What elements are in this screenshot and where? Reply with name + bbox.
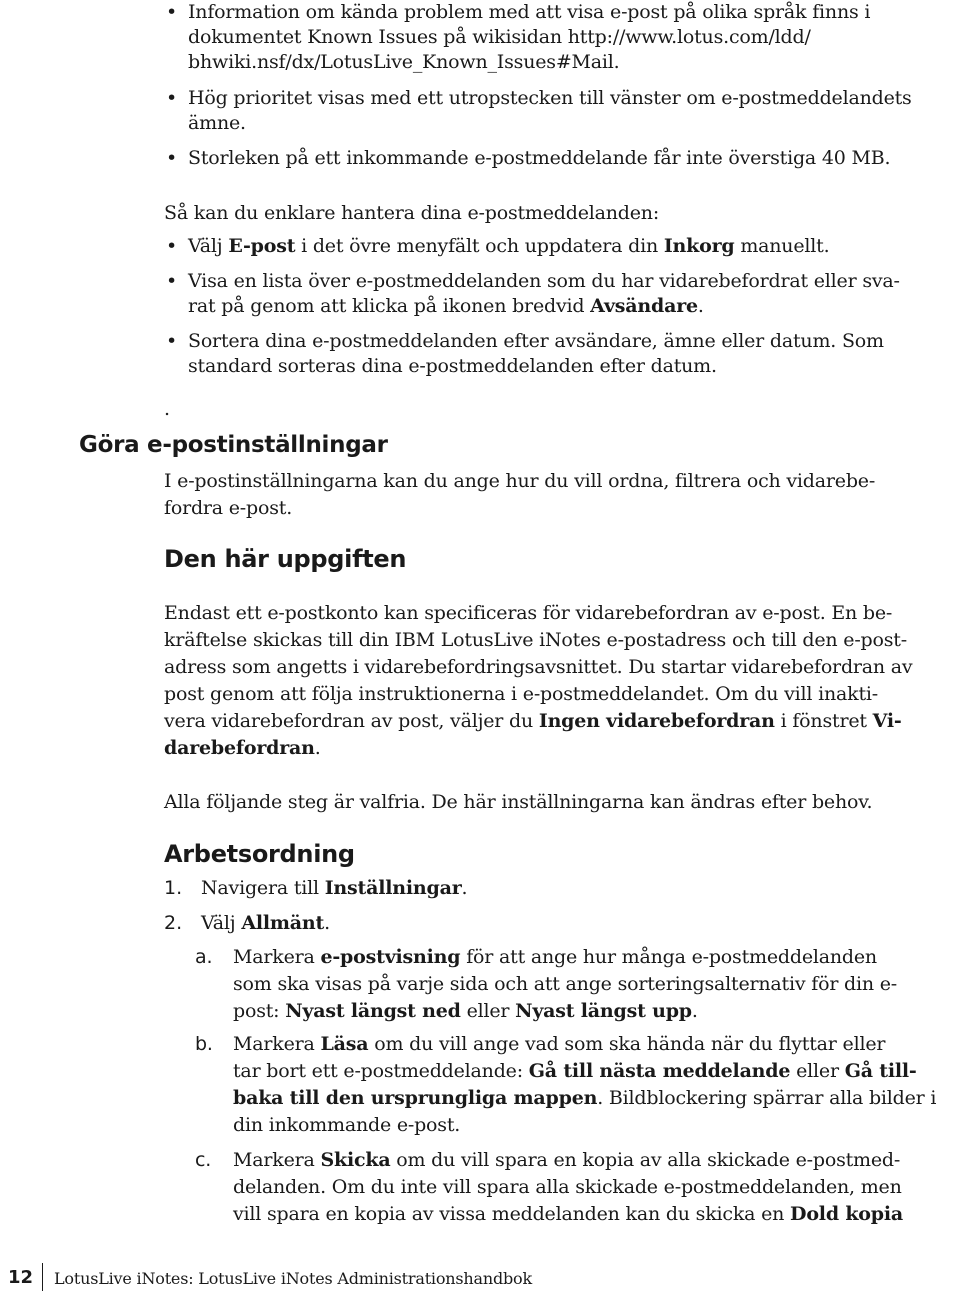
- step-number: 1.: [164, 877, 183, 899]
- bullet-high-priority: [166, 86, 958, 136]
- optional-note: Alla följande steg är valfria. De här inställningarna kan ändras efter behov.: [164, 791, 873, 813]
- task-heading: Den här uppgiften: [164, 545, 407, 573]
- step-number: 2.: [164, 912, 183, 934]
- ui-term-settings: Inställningar: [324, 877, 462, 899]
- bullet-select-email: [166, 234, 958, 259]
- ui-term-email-display: e-postvisning: [320, 946, 461, 968]
- substep-b: b. Markera Läsa om du vill ange vad som ska hända när du flyttar eller tar bort ett e-postmeddelande: Gå till nästa meddelande eller Gå till- baka till den ursprungliga mappen. Bildblockering spärrar alla bilder i din inkommande e-post.: [195, 1033, 937, 1136]
- section-heading: Göra e-postinställningar: [79, 432, 388, 458]
- bullet-line: standard sorteras dina e-postmeddelanden efter datum.: [188, 355, 717, 377]
- substep-marker: a.: [195, 946, 213, 968]
- bullet-line: Sortera dina e-postmeddelanden efter avsändare, ämne eller datum. Som: [188, 330, 884, 352]
- procedure-heading: Arbetsordning: [164, 840, 355, 868]
- bullet-line: Visa en lista över e-postmeddelanden som du har vidarebefordrat eller sva-: [188, 270, 900, 292]
- page-number: 12: [8, 1267, 34, 1288]
- task-paragraph: Endast ett e-postkonto kan specificeras för vidarebefordran av e-post. En be- kräftelse skickas till din IBM LotusLive iNotes e-postadress och till den e-post- adress som angetts i vidarebefordringsavsnittet. Du startar vidarebefordran av post genom att följa instruktionerna i e-postmeddelandet. Om du vill inakti- vera vidarebefordran av post, väljer du Ingen vidarebefordran i fönstret Vi- darebefordran.: [164, 602, 913, 759]
- ui-term-bcc: Dold kopia: [790, 1203, 903, 1225]
- section-intro: I e-postinställningarna kan du ange hur du vill ordna, filtrera och vidarebe- fordra e-post.: [164, 470, 876, 519]
- ui-term-general: Allmänt: [241, 912, 325, 934]
- substep-marker: c.: [195, 1149, 212, 1171]
- bullet-sort: [166, 329, 958, 379]
- footer-divider: [42, 1263, 43, 1291]
- step-general: Välj Allmänt.: [201, 912, 330, 934]
- bullet-known-issues: [166, 0, 958, 75]
- bullet-view-forwarded: [166, 269, 958, 319]
- bullet-dot-icon: •: [166, 270, 178, 292]
- ui-term-inbox: Inkorg: [663, 235, 735, 257]
- bullet-dot-icon: •: [166, 235, 178, 257]
- ui-term-send: Skicka: [320, 1149, 391, 1171]
- bullet-dot-icon: •: [166, 87, 178, 109]
- ui-term-sender: Avsändare: [590, 295, 698, 317]
- stray-period: .: [164, 398, 171, 420]
- bullet-line: Välj E-post i det övre menyfält och uppdatera din Inkorg manuellt.: [188, 235, 830, 257]
- bullet-size-limit: [166, 146, 958, 171]
- ui-term-forwarding-window: darebefordran: [164, 737, 315, 759]
- substep-marker: b.: [195, 1033, 213, 1055]
- bullet-line: Information om kända problem med att visa e-post på olika språk finns i: [188, 1, 871, 23]
- book-title: LotusLive iNotes: LotusLive iNotes Administrationshandbok: [54, 1269, 532, 1288]
- bullet-dot-icon: •: [166, 147, 178, 169]
- step-navigate: Navigera till Inställningar.: [201, 877, 468, 899]
- bullet-line: Storleken på ett inkommande e-postmeddelande får inte överstiga 40 MB.: [188, 147, 891, 169]
- bullet-line: ämne.: [188, 112, 246, 134]
- page-footer: [0, 1267, 960, 1291]
- ui-term-no-forwarding: Ingen vidarebefordran: [538, 710, 775, 732]
- substep-c: c. Markera Skicka om du vill spara en kopia av alla skickade e-postmed- delanden. Om du inte vill spara alla skickade e-postmeddelanden, men vill spara en kopia av vissa meddelanden kan du skicka en Dold kopia: [195, 1149, 903, 1225]
- bullet-dot-icon: •: [166, 330, 178, 352]
- manage-intro: Så kan du enklare hantera dina e-postmeddelanden:: [164, 202, 660, 224]
- bullet-line: bhwiki.nsf/dx/LotusLive_Known_Issues#Mail.: [188, 51, 620, 73]
- bullet-dot-icon: •: [166, 1, 178, 23]
- substep-a: a. Markera e-postvisning för att ange hur många e-postmeddelanden som ska visas på varje sida och att ange sorteringsalternativ för din e- post: Nyast längst ned eller Nyast längst upp.: [195, 946, 898, 1022]
- bullet-line: Hög prioritet visas med ett utropstecken till vänster om e-postmeddelandets: [188, 87, 912, 109]
- ui-term-read: Läsa: [320, 1033, 369, 1055]
- bullet-line: rat på genom att klicka på ikonen bredvid Avsändare.: [188, 295, 704, 317]
- ui-term-email: E-post: [228, 235, 296, 257]
- bullet-line: dokumentet Known Issues på wikisidan http://www.lotus.com/ldd/: [188, 26, 811, 48]
